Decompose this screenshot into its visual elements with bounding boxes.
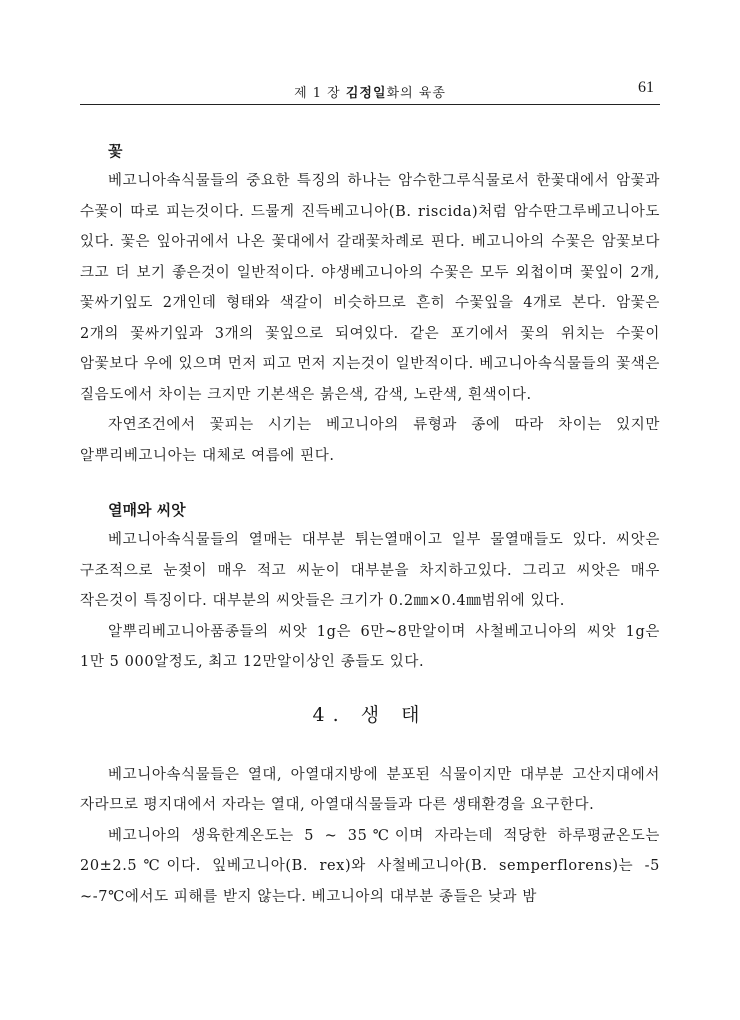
running-title-prefix: 제 1 장 (294, 86, 346, 101)
subheading-fruit-seed: 열매와 씨앗 (108, 501, 186, 519)
page-header (80, 78, 660, 105)
paragraph-fruit-2: 알뿌리베고니아품종들의 씨앗 1g은 6만~8만알이며 사철베고니아의 씨앗 1g은 1만 5 000알정도, 최고 12만알이상인 종들도 있다. (80, 623, 660, 670)
section-title-ecology: 4. 생 태 (312, 703, 428, 726)
running-title-name: 김정일 (345, 86, 387, 101)
paragraph-flower-2: 자연조건에서 꽃피는 시기는 베고니아의 류형과 종에 따라 차이는 있지만 알뿌리베고니아는 대체로 여름에 핀다. (80, 417, 660, 464)
running-title-suffix: 화의 육종 (386, 86, 446, 101)
paragraph-flower-1: 베고니아속식물들의 중요한 특징의 하나는 암수한그루식물로서 한꽃대에서 암꽃과 수꽃이 따로 피는것이다. 드물게 진득베고니아(B. riscida)처럼 암수딴그루베고니아도 있다. 꽃은 잎아귀에서 나온 꽃대에서 갈래꽃차례로 핀다. 베고니아의 수꽃은 암꽃보다 크고 더 보기 좋은것이 일반적이다. 야생베고니아의 수꽃은 모두 외첩이며 꽃잎이 2개, 꽃싸기잎도 2개인데 형태와 색갈이 비슷하므로 흔히 수꽃잎을 4개로 본다. 암꽃은 2개의 꽃싸기잎과 3개의 꽃잎으로 되여있다. 같은 포기에서 꽃의 위치는 수꽃이 암꽃보다 우에 있으며 먼저 피고 먼저 지는것이 일반적이다. 베고니아속식물들의 꽃색은 질음도에서 차이는 크지만 기본색은 붉은색, 감색, 노란색, 흰색이다. (80, 173, 660, 403)
paragraph-fruit-1: 베고니아속식물들의 열매는 대부분 튀는열매이고 일부 물열매들도 있다. 씨앗은 구조적으로 눈젖이 매우 적고 씨눈이 대부분을 차지하고있다. 그리고 씨앗은 매우 작은것이 특징이다. 대부분의 씨앗들은 크기가 0.2㎜×0.4㎜범위에 있다. (80, 532, 660, 609)
running-title (80, 82, 660, 101)
paragraph-ecology-2: 베고니아의 생육한계온도는 5 ~ 35℃이며 자라는데 적당한 하루평균온도는 20±2.5℃이다. 잎베고니아(B. rex)와 사철베고니아(B. semperflorens)는 -5 ~-7℃에서도 피해를 받지 않는다. 베고니아의 대부분 종들은 낮과 밤 (80, 827, 660, 905)
subheading-flower: 꽃 (108, 142, 123, 160)
paragraph-ecology-1: 베고니아속식물들은 열대, 아열대지방에 분포된 식물이지만 대부분 고산지대에서 자라므로 평지대에서 자라는 열대, 아열대식물들과 다른 생태환경을 요구한다. (80, 766, 660, 813)
page-number: 61 (638, 79, 654, 96)
page-body (80, 136, 660, 912)
